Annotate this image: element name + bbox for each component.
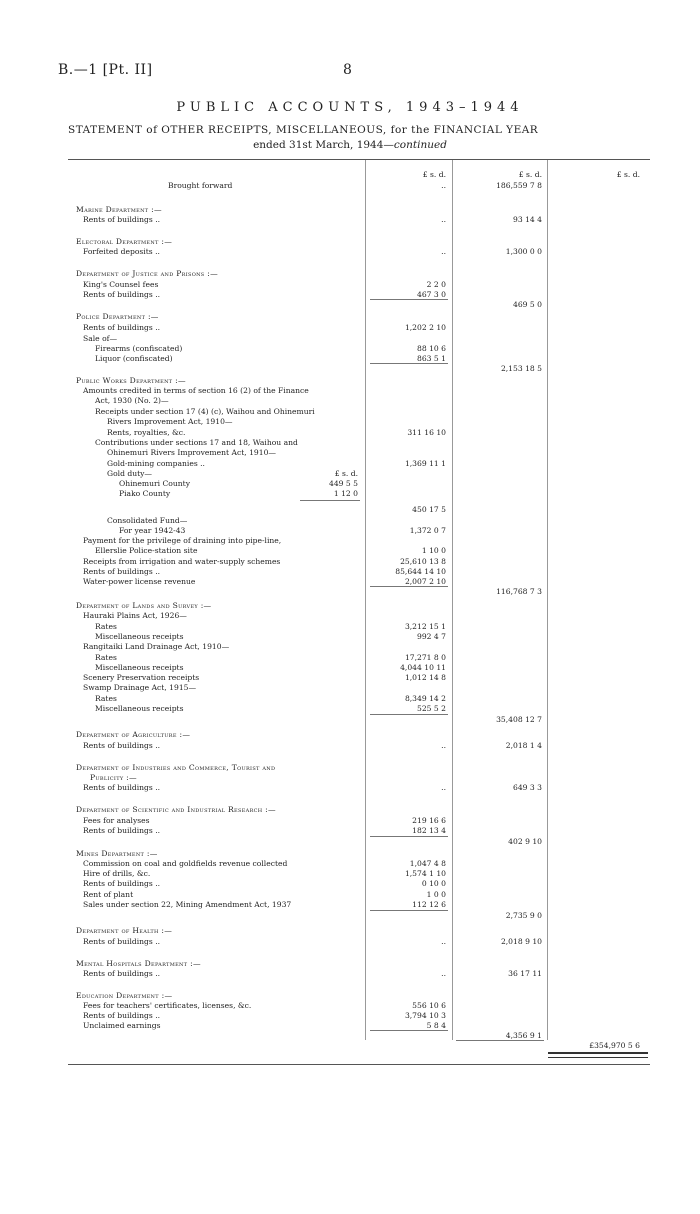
subtotal-rule bbox=[370, 1030, 448, 1031]
subtotal-rule bbox=[370, 299, 448, 300]
amount-col1: 1,012 14 8 bbox=[404, 673, 446, 682]
line-item-label: Rents of buildings .. bbox=[83, 567, 161, 576]
line-item-label: Rents, royalties, &c. bbox=[107, 428, 186, 437]
line-item-label: Rivers Improvement Act, 1910— bbox=[107, 417, 233, 426]
line-item-label: For year 1942-43 bbox=[119, 526, 186, 535]
line-item-label: Rents of buildings .. bbox=[83, 826, 161, 835]
amount-col2: 35,408 12 7 bbox=[496, 715, 542, 724]
subtotal-rule bbox=[370, 910, 448, 911]
line-item-label: Amounts credited in terms of section 16 (2) of the Finance bbox=[83, 386, 309, 395]
subtotal-rule bbox=[370, 363, 448, 364]
line-item-label: Ohinemuri County bbox=[119, 479, 190, 488]
amount-col2: 2,735 9 0 bbox=[505, 911, 542, 920]
section-heading: Department of Justice and Prisons :— bbox=[76, 269, 218, 278]
line-item-label: Swamp Drainage Act, 1915— bbox=[83, 683, 197, 692]
amount-col1: .. bbox=[441, 247, 446, 256]
page-number: 8 bbox=[343, 62, 352, 78]
section-heading: Department of Industries and Commerce, Tourist and bbox=[76, 763, 276, 772]
section-heading: Electoral Department :— bbox=[76, 237, 173, 246]
amount-col1: 863 5 1 bbox=[417, 354, 446, 363]
line-item-label: Hire of drills, &c. bbox=[83, 869, 151, 878]
amount-col1: .. bbox=[441, 969, 446, 978]
amount-col1: 1,574 1 10 bbox=[404, 869, 446, 878]
amount-col1: 1,202 2 10 bbox=[404, 323, 446, 332]
brought-forward-col2: 186,559 7 8 bbox=[496, 181, 542, 190]
line-item-label: Commission on coal and goldfields revenue collected bbox=[83, 859, 288, 868]
line-item-label: Contributions under sections 17 and 18, Waihou and bbox=[95, 438, 298, 447]
line-item-label: Consolidated Fund— bbox=[107, 516, 188, 525]
subtotal-rule bbox=[370, 714, 448, 715]
amount-col1: 450 17 5 bbox=[412, 505, 446, 514]
subtotal-rule bbox=[300, 500, 360, 501]
section-heading: Department of Agriculture :— bbox=[76, 730, 191, 739]
amount-col2: 116,768 7 3 bbox=[496, 587, 542, 596]
amount-col1: .. bbox=[441, 215, 446, 224]
section-heading: Publicity :— bbox=[90, 773, 137, 782]
amount-col1: .. bbox=[441, 783, 446, 792]
line-item-label: Rents of buildings .. bbox=[83, 290, 161, 299]
line-item-label: Payment for the privilege of draining into pipe-line, bbox=[83, 536, 282, 545]
line-item-label: Piako County bbox=[119, 489, 171, 498]
amount-col1: 467 3 0 bbox=[417, 290, 446, 299]
grand-total-double-rule bbox=[548, 1052, 648, 1058]
amount-col1: 1 0 0 bbox=[426, 890, 446, 899]
inline-amount: 1 12 0 bbox=[333, 489, 358, 498]
amount-col2: 4,356 9 1 bbox=[505, 1031, 542, 1040]
statement-subtitle: ended 31st March, 1944—continued bbox=[253, 139, 447, 151]
line-item-label: Rent of plant bbox=[83, 890, 134, 899]
amount-col1: 556 10 6 bbox=[412, 1001, 446, 1010]
line-item-label: Gold-mining companies .. bbox=[107, 459, 205, 468]
column-header-1: £ s. d. bbox=[422, 170, 446, 179]
statement-title: STATEMENT of OTHER RECEIPTS, MISCELLANEOUS, for the FINANCIAL YEAR bbox=[68, 124, 539, 136]
brought-forward-col1: .. bbox=[441, 181, 446, 190]
amount-col1: 85,644 14 10 bbox=[395, 567, 446, 576]
line-item-label: Sales under section 22, Mining Amendment Act, 1937 bbox=[83, 900, 292, 909]
section-heading: Department of Health :— bbox=[76, 926, 173, 935]
amount-col2: 2,153 18 5 bbox=[500, 364, 542, 373]
section-heading: Public Works Department :— bbox=[76, 376, 186, 385]
column-divider bbox=[547, 160, 548, 1040]
line-item-label: Sale of— bbox=[83, 334, 118, 343]
line-item-label: King's Counsel fees bbox=[83, 280, 159, 289]
amount-col2: 2,018 9 10 bbox=[500, 937, 542, 946]
section-heading: Mines Department :— bbox=[76, 849, 158, 858]
line-item-label: Rents of buildings .. bbox=[83, 937, 161, 946]
amount-col1: 17,271 8 0 bbox=[404, 653, 446, 662]
line-item-label: Firearms (confiscated) bbox=[95, 344, 183, 353]
amount-col1: .. bbox=[441, 937, 446, 946]
section-heading: Department of Lands and Survey :— bbox=[76, 601, 212, 610]
line-item-label: Forfeited deposits .. bbox=[83, 247, 160, 256]
line-item-label: Fees for teachers' certificates, licenses, &c. bbox=[83, 1001, 252, 1010]
amount-col2: 36 17 11 bbox=[508, 969, 542, 978]
amount-col1: 1,369 11 1 bbox=[404, 459, 446, 468]
line-item-label: Rangitaiki Land Drainage Act, 1910— bbox=[83, 642, 230, 651]
subtotal-rule bbox=[370, 586, 448, 587]
subtotal-rule bbox=[370, 836, 448, 837]
line-item-label: Receipts under section 17 (4) (c), Waihou and Ohinemuri bbox=[95, 407, 315, 416]
amount-col1: 25,610 13 8 bbox=[400, 557, 446, 566]
amount-col2: 2,018 1 4 bbox=[505, 741, 542, 750]
brought-forward-label: Brought forward bbox=[168, 181, 233, 190]
line-item-label: Rates bbox=[95, 694, 117, 703]
column-divider bbox=[452, 160, 453, 1040]
line-item-label: Rents of buildings .. bbox=[83, 879, 161, 888]
inline-amount: £ s. d. bbox=[334, 469, 358, 478]
amount-col2: 649 3 3 bbox=[513, 783, 542, 792]
line-item-label: Miscellaneous receipts bbox=[95, 632, 184, 641]
amount-col1: 0 10 0 bbox=[421, 879, 446, 888]
document-reference: B.—1 [Pt. II] bbox=[58, 62, 153, 78]
line-item-label: Miscellaneous receipts bbox=[95, 704, 184, 713]
amount-col1: 3,794 10 3 bbox=[404, 1011, 446, 1020]
column-header-3: £ s. d. bbox=[616, 170, 640, 179]
line-item-label: Receipts from irrigation and water-supply schemes bbox=[83, 557, 281, 566]
grand-total: £354,970 5 6 bbox=[589, 1041, 640, 1050]
line-item-label: Rents of buildings .. bbox=[83, 741, 161, 750]
line-item-label: Water-power license revenue bbox=[83, 577, 196, 586]
column-header-2: £ s. d. bbox=[518, 170, 542, 179]
line-item-label: Ohinemuri Rivers Improvement Act, 1910— bbox=[107, 448, 276, 457]
amount-col1: 4,044 10 11 bbox=[400, 663, 446, 672]
amount-col1: 2,007 2 10 bbox=[404, 577, 446, 586]
inline-amount: 449 5 5 bbox=[329, 479, 358, 488]
footer-rule bbox=[68, 1064, 650, 1065]
amount-col1: 182 13 4 bbox=[412, 826, 446, 835]
amount-col1: 219 16 6 bbox=[412, 816, 446, 825]
line-item-label: Rents of buildings .. bbox=[83, 783, 161, 792]
line-item-label: Rents of buildings .. bbox=[83, 969, 161, 978]
line-item-label: Scenery Preservation receipts bbox=[83, 673, 200, 682]
line-item-label: Ellerslie Police-station site bbox=[95, 546, 198, 555]
amount-col1: 5 8 4 bbox=[426, 1021, 446, 1030]
line-item-label: Act, 1930 (No. 2)— bbox=[95, 396, 169, 405]
amount-col1: 1,047 4 8 bbox=[409, 859, 446, 868]
line-item-label: Miscellaneous receipts bbox=[95, 663, 184, 672]
header-rule bbox=[68, 159, 650, 160]
amount-col1: 2 2 0 bbox=[426, 280, 446, 289]
page-title: PUBLIC ACCOUNTS, 1943–1944 bbox=[176, 100, 524, 115]
section-heading: Department of Scientific and Industrial Research :— bbox=[76, 805, 276, 814]
section-heading: Police Department :— bbox=[76, 312, 159, 321]
section-heading: Education Department :— bbox=[76, 991, 173, 1000]
section-heading: Mental Hospitals Department :— bbox=[76, 959, 201, 968]
amount-col2: 469 5 0 bbox=[513, 300, 542, 309]
amount-col1: .. bbox=[441, 741, 446, 750]
line-item-label: Hauraki Plains Act, 1926— bbox=[83, 611, 187, 620]
line-item-label: Rents of buildings .. bbox=[83, 1011, 161, 1020]
line-item-label: Fees for analyses bbox=[83, 816, 150, 825]
amount-col2: 402 9 10 bbox=[508, 837, 542, 846]
amount-col1: 311 16 10 bbox=[407, 428, 446, 437]
amount-col1: 88 10 6 bbox=[417, 344, 446, 353]
line-item-label: Rents of buildings .. bbox=[83, 323, 161, 332]
amount-col2: 1,300 0 0 bbox=[505, 247, 542, 256]
amount-col1: 112 12 6 bbox=[412, 900, 446, 909]
amount-col1: 525 5 2 bbox=[417, 704, 446, 713]
line-item-label: Gold duty— bbox=[107, 469, 153, 478]
section-heading: Marine Department :— bbox=[76, 205, 162, 214]
amount-col1: 8,349 14 2 bbox=[404, 694, 446, 703]
line-item-label: Rents of buildings .. bbox=[83, 215, 161, 224]
line-item-label: Unclaimed earnings bbox=[83, 1021, 161, 1030]
amount-col1: 992 4 7 bbox=[417, 632, 446, 641]
amount-col1: 3,212 15 1 bbox=[404, 622, 446, 631]
amount-col2: 93 14 4 bbox=[513, 215, 542, 224]
line-item-label: Rates bbox=[95, 622, 117, 631]
line-item-label: Rates bbox=[95, 653, 117, 662]
total-rule bbox=[456, 1040, 544, 1041]
amount-col1: 1 10 0 bbox=[421, 546, 446, 555]
line-item-label: Liquor (confiscated) bbox=[95, 354, 173, 363]
amount-col1: 1,372 0 7 bbox=[409, 526, 446, 535]
